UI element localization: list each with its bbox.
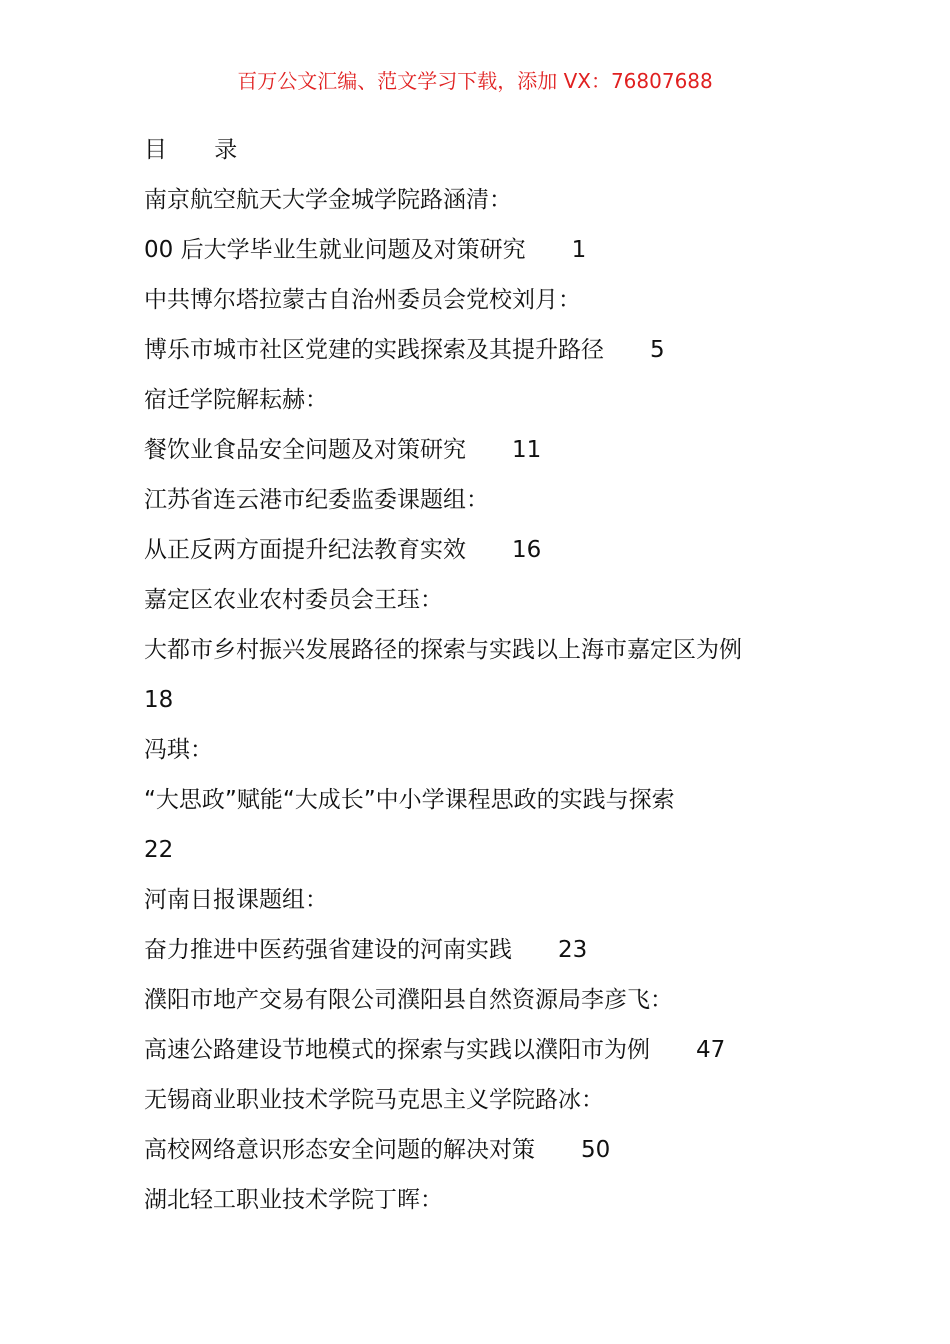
- table-of-contents: [144, 132, 824, 1232]
- toc-title: 目 录: [144, 137, 258, 163]
- toc-entry-title[interactable]: 大都市乡村振兴发展路径的探索与实践以上海市嘉定区为例: [144, 637, 742, 663]
- toc-author: 湖北轻工职业技术学院丁晖：: [144, 1187, 443, 1213]
- toc-page-number: 50: [581, 1137, 611, 1163]
- toc-page-number: 47: [696, 1037, 726, 1063]
- toc-author: 江苏省连云港市纪委监委课题组：: [144, 487, 489, 513]
- toc-entry-title: 高速公路建设节地模式的探索与实践以濮阳市为例: [144, 1037, 650, 1063]
- toc-entry-title: 从正反两方面提升纪法教育实效: [144, 537, 466, 563]
- toc-entry-title: 餐饮业食品安全问题及对策研究: [144, 437, 466, 463]
- toc-entry[interactable]: [144, 332, 824, 382]
- toc-author: 宿迁学院解耘赫：: [144, 387, 328, 413]
- toc-entry-title: 00 后大学毕业生就业问题及对策研究: [144, 237, 526, 263]
- toc-author: 中共博尔塔拉蒙古自治州委员会党校刘月：: [144, 287, 581, 313]
- toc-entry-title[interactable]: “大思政”赋能“大成长”中小学课程思政的实践与探索: [144, 787, 675, 813]
- toc-author: 无锡商业职业技术学院马克思主义学院路冰：: [144, 1087, 604, 1113]
- toc-entry[interactable]: [144, 432, 824, 482]
- toc-entry-title: 奋力推进中医药强省建设的河南实践: [144, 937, 512, 963]
- toc-entry[interactable]: [144, 532, 824, 582]
- toc-page-number: 16: [512, 537, 542, 563]
- toc-author: 河南日报课题组：: [144, 887, 328, 913]
- toc-page-number: [144, 682, 824, 732]
- toc-page-number: [144, 832, 824, 882]
- toc-page-number-value: 18: [144, 687, 174, 713]
- toc-page-number-value: 22: [144, 837, 174, 863]
- toc-author: 冯琪：: [144, 737, 213, 763]
- toc-entry[interactable]: [144, 1132, 824, 1182]
- toc-page-number: 1: [571, 237, 587, 263]
- header-banner: 百万公文汇编、范文学习下载，添加 VX：76807688: [237, 69, 713, 93]
- toc-page-number: 23: [558, 937, 588, 963]
- toc-entry[interactable]: [144, 1032, 824, 1082]
- toc-author: 南京航空航天大学金城学院路涵清：: [144, 187, 512, 213]
- toc-page-number: 5: [650, 337, 665, 363]
- toc-entry[interactable]: [144, 932, 824, 982]
- toc-entry-title: 博乐市城市社区党建的实践探索及其提升路径: [144, 337, 604, 363]
- toc-entry[interactable]: [144, 232, 824, 282]
- toc-author: 嘉定区农业农村委员会王珏：: [144, 587, 443, 613]
- toc-entry-title: 高校网络意识形态安全问题的解决对策: [144, 1137, 535, 1163]
- toc-author: 濮阳市地产交易有限公司濮阳县自然资源局李彦飞：: [144, 987, 673, 1013]
- toc-page-number: 11: [512, 437, 542, 463]
